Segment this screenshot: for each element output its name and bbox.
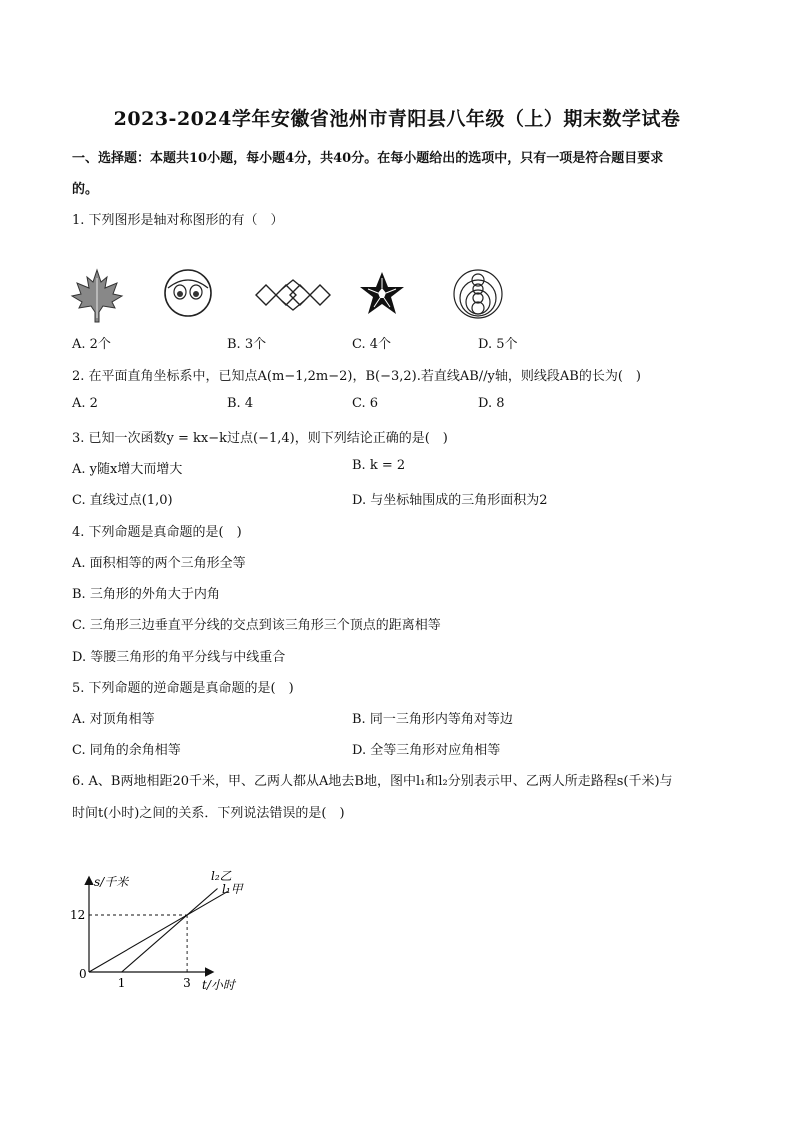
- q3-option-b[interactable]: B. k = 2: [352, 458, 406, 473]
- x-tick-label: 3: [183, 976, 191, 990]
- q3-option-a[interactable]: A. y随x增大而增大: [72, 462, 183, 477]
- q4-option-a[interactable]: A. 面积相等的两个三角形全等: [72, 556, 246, 571]
- l1-series-label: l₁甲: [222, 882, 243, 896]
- owl-face-figure: [162, 268, 214, 318]
- q3-option-d[interactable]: D. 与坐标轴围成的三角形面积为2: [352, 493, 548, 508]
- q4-option-b[interactable]: B. 三角形的外角大于内角: [72, 587, 220, 602]
- nested-circles-figure: [452, 268, 504, 320]
- q6-stem-line2: 时间t(小时)之间的关系．下列说法错误的是( ): [72, 806, 345, 821]
- maple-leaf-figure: [70, 268, 124, 324]
- l2-series-label: l₂乙: [211, 869, 232, 883]
- series-line-2: [122, 888, 218, 972]
- q2-option-d[interactable]: D. 8: [478, 396, 505, 411]
- q4-option-c[interactable]: C. 三角形三边垂直平分线的交点到该三角形三个顶点的距离相等: [72, 618, 441, 633]
- section-heading-line2: 的。: [72, 182, 99, 197]
- q1-option-d[interactable]: D. 5个: [478, 337, 518, 352]
- q4-stem: 4. 下列命题是真命题的是( ): [72, 525, 242, 540]
- origin-label: 0: [79, 967, 87, 981]
- q5-option-b[interactable]: B. 同一三角形内等角对等边: [352, 712, 513, 727]
- q3-stem: 3. 已知一次函数y = kx−k过点(−1,4)，则下列结论正确的是( ): [72, 431, 448, 446]
- q1-stem: 1. 下列图形是轴对称图形的有（ ）: [72, 213, 284, 228]
- exam-title: 2023-2024学年安徽省池州市青阳县八年级（上）期末数学试卷: [113, 108, 681, 130]
- q4-option-d[interactable]: D. 等腰三角形的角平分线与中线重合: [72, 650, 286, 665]
- y-tick-label: 12: [70, 908, 86, 922]
- x-axis-label: t/小时: [202, 978, 235, 992]
- q5-option-a[interactable]: A. 对顶角相等: [72, 712, 155, 727]
- q2-option-c[interactable]: C. 6: [352, 396, 379, 411]
- chinese-knot-figure: [254, 278, 332, 312]
- y-axis-label: s/千米: [94, 875, 129, 889]
- q5-option-c[interactable]: C. 同角的余角相等: [72, 743, 181, 758]
- five-petal-star-figure: [357, 270, 407, 318]
- q2-option-a[interactable]: A. 2: [72, 396, 98, 411]
- q3-option-c[interactable]: C. 直线过点(1,0): [72, 493, 173, 508]
- section-heading-line1: 一、选择题：本题共10小题，每小题4分，共40分。在每小题给出的选项中，只有一项是符合题目要求: [72, 151, 664, 166]
- q5-option-d[interactable]: D. 全等三角形对应角相等: [352, 743, 501, 758]
- q6-stem-line1: 6. A、B两地相距20千米，甲、乙两人都从A地去B地，图中l₁和l₂分别表示甲、乙两人所走路程s(千米)与: [72, 774, 673, 789]
- x-tick-label: 1: [117, 976, 126, 990]
- q1-option-b[interactable]: B. 3个: [227, 337, 267, 352]
- q1-option-a[interactable]: A. 2个: [72, 337, 111, 352]
- q2-stem: 2. 在平面直角坐标系中，已知点A(m−1,2m−2)，B(−3,2).若直线AB//y轴，则线段AB的长为( ): [72, 369, 641, 384]
- series-line-1: [89, 891, 228, 972]
- q5-stem: 5. 下列命题的逆命题是真命题的是( ): [72, 681, 294, 696]
- q1-option-c[interactable]: C. 4个: [352, 337, 392, 352]
- q2-option-b[interactable]: B. 4: [227, 396, 254, 411]
- q6-distance-time-graph: [70, 856, 260, 996]
